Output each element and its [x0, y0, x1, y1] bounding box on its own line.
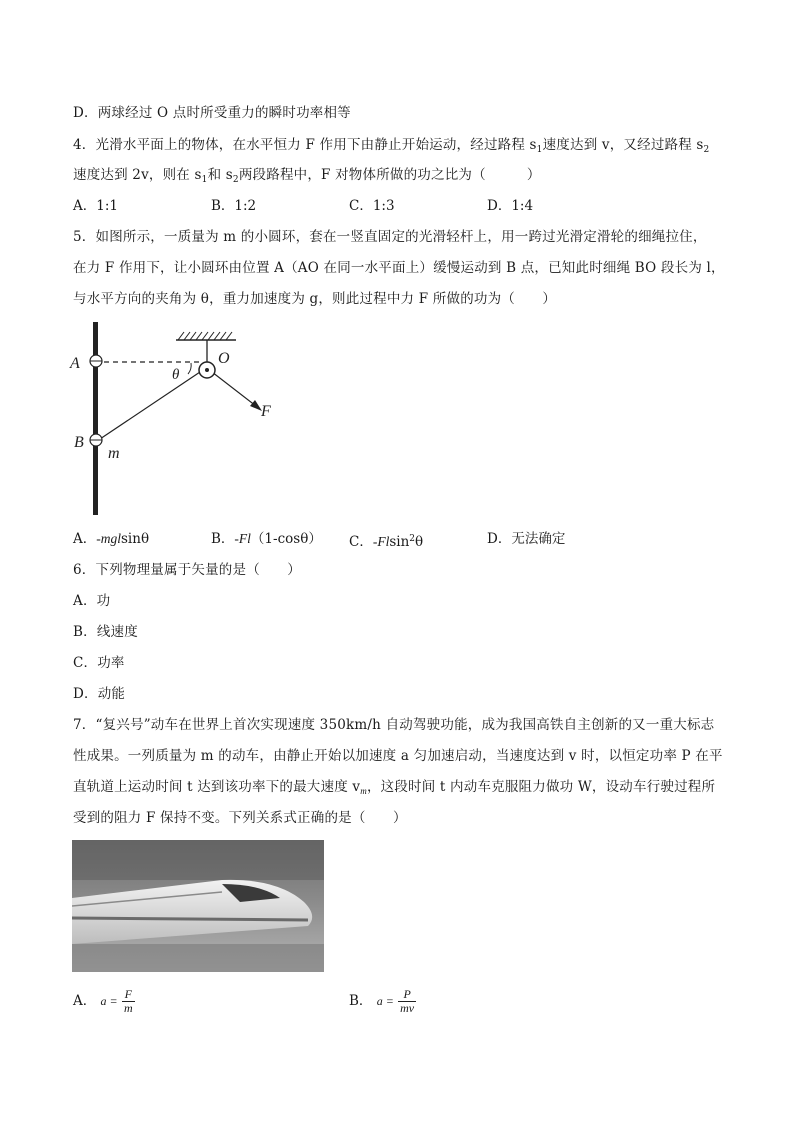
option-text: （1-cosθ） — [250, 531, 322, 547]
subscript: m — [360, 786, 367, 796]
q7-line-1: 7．“复兴号”动车在世界上首次实现速度 350km/h 自动驾驶功能，成为我国高铁自主创新的又一重大标志 — [73, 717, 715, 733]
fraction — [398, 988, 416, 1015]
q5-line-1: 5．如图所示，一质量为 m 的小圆环，套在一竖直固定的光滑轻杆上，用一跨过光滑定滑轮的细绳拉住， — [73, 229, 707, 245]
subscript: 1 — [536, 145, 543, 155]
q6-option-b: B．线速度 — [73, 624, 138, 640]
option-math: a = — [376, 994, 394, 1008]
q5-option-a — [73, 530, 149, 548]
q5-figure — [60, 318, 300, 518]
label-a: A — [70, 355, 80, 372]
superscript: 2 — [409, 534, 416, 544]
label-f: F — [261, 403, 271, 420]
q6-option-d: D．动能 — [73, 686, 126, 702]
q5-line-3: 与水平方向的夹角为 θ，重力加速度为 g，则此过程中力 F 所做的功为（ ） — [73, 291, 557, 307]
label-b: B — [74, 434, 84, 451]
rope-f — [212, 372, 256, 406]
q6-stem: 6．下列物理量属于矢量的是（ ） — [73, 562, 301, 578]
numerator: P — [403, 987, 411, 1001]
fraction — [122, 988, 135, 1015]
option-math: -mgl — [96, 531, 121, 546]
photo-sky — [72, 840, 324, 880]
q4-text: 速度达到 2v，则在 s — [73, 167, 202, 183]
option-math: -Fl — [234, 531, 251, 546]
option-prefix: A． — [73, 993, 97, 1009]
numerator: F — [124, 987, 132, 1001]
q4-option-c: C．1:3 — [349, 198, 395, 214]
q4-option-b: B．1:2 — [211, 198, 257, 214]
q7-text: ，这段时间 t 内动车克服阻力做功 W，设动车行驶过程所 — [366, 779, 716, 795]
q7-text: 直轨道上运动时间 t 达到该功率下的最大速度 v — [73, 779, 361, 795]
q5-line-2: 在力 F 作用下，让小圆环由位置 A（AO 在同一水平面上）缓慢运动到 B 点，已知此时细绳 BO 段长为 l， — [73, 260, 725, 276]
subscript: 2 — [232, 175, 239, 185]
q7-line-4: 受到的阻力 F 保持不变。下列关系式正确的是（ ） — [73, 810, 407, 826]
q6-option-a: A．功 — [73, 593, 111, 609]
q4-text: 和 s — [207, 167, 233, 183]
subscript: 1 — [201, 175, 208, 185]
option-math: a = — [100, 994, 118, 1008]
denominator: m — [123, 1001, 133, 1015]
q4-option-a: A．1:1 — [73, 198, 118, 214]
denominator: mv — [400, 1001, 415, 1015]
option-math: -Fl — [372, 534, 390, 549]
q4-line-2 — [73, 166, 541, 189]
ceiling-hatch — [178, 332, 232, 340]
vertical-rod — [93, 322, 98, 515]
option-prefix: A． — [73, 531, 97, 547]
q4-text: 4．光滑水平面上的物体，在水平恒力 F 作用下由静止开始运动，经过路程 s — [73, 137, 537, 153]
q4-text: 速度达到 v，又经过路程 s — [542, 137, 704, 153]
option-text: sin — [389, 534, 410, 550]
option-text: sinθ — [121, 531, 150, 547]
q4-line-1 — [73, 136, 709, 159]
q4-text: 两段路程中，F 对物体所做的功之比为（ ） — [238, 167, 541, 183]
q7-option-a — [73, 988, 135, 1015]
train-stripe — [72, 918, 308, 920]
q5-option-d: D．无法确定 — [487, 531, 566, 547]
option-text: θ — [415, 534, 424, 550]
q7-option-b — [349, 988, 416, 1015]
subscript: 2 — [703, 145, 710, 155]
label-o: O — [218, 350, 230, 367]
q5-option-b — [211, 530, 322, 548]
option-prefix: B． — [349, 993, 373, 1009]
label-theta: θ — [172, 367, 180, 383]
q7-line-2: 性成果。一列质量为 m 的动车，由静止开始以加速度 a 匀加速启动，当速度达到 v 时，以恒定功率 P 在平 — [73, 748, 723, 764]
q5-option-c — [349, 530, 423, 551]
q7-line-3 — [73, 778, 715, 800]
option-prefix: B． — [211, 531, 235, 547]
photo-ground — [72, 944, 324, 972]
angle-arc — [188, 363, 191, 374]
q6-option-c: C．功率 — [73, 655, 125, 671]
q4-option-d: D．1:4 — [487, 198, 534, 214]
train-photo — [72, 840, 324, 972]
rope-bo — [100, 370, 203, 439]
label-m: m — [108, 445, 120, 462]
pulley-axle — [205, 368, 209, 372]
option-prefix: C． — [349, 534, 373, 550]
q3-option-d: D．两球经过 O 点时所受重力的瞬时功率相等 — [73, 105, 351, 121]
